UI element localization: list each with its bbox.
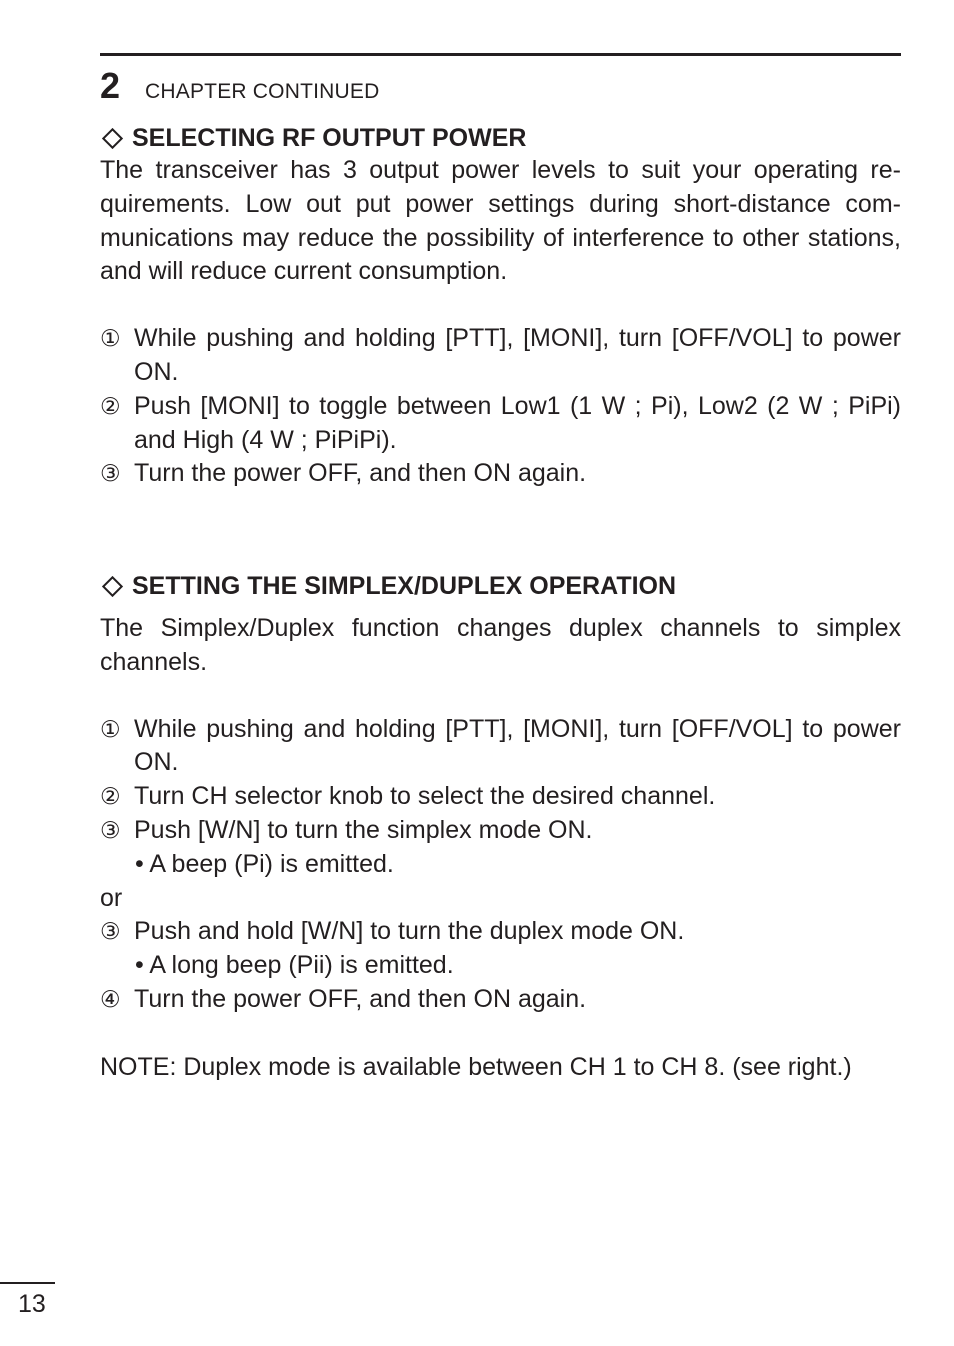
step-text: Turn the power OFF, and then ON again. bbox=[134, 984, 587, 1013]
step-text: Push [W/N] to turn the simplex mode ON. bbox=[134, 815, 593, 844]
page-number: 13 bbox=[18, 1290, 46, 1318]
step-item bbox=[100, 983, 901, 1017]
step-item bbox=[100, 322, 901, 390]
steps-list bbox=[100, 322, 901, 491]
step-item bbox=[100, 915, 901, 949]
step-item bbox=[100, 713, 901, 781]
step-text: Push and hold [W/N] to turn the duplex mode ON. bbox=[134, 917, 685, 946]
step-item bbox=[100, 814, 901, 848]
steps-list bbox=[100, 713, 901, 1017]
section-title-text: SELECTING RF OUTPUT POWER bbox=[132, 124, 527, 152]
bullet-note: • A beep (Pi) is emitted. bbox=[135, 849, 394, 878]
section-rf-output-power bbox=[100, 122, 901, 491]
page-number-rule bbox=[0, 1282, 55, 1284]
section-title-text: SETTING THE SIMPLEX/DUPLEX OPERATION bbox=[132, 572, 677, 600]
step-text: Turn the power OFF, and then ON again. bbox=[134, 459, 587, 488]
step-text: While pushing and holding [PTT], [MONI], turn [OFF/VOL] to power ON. bbox=[134, 324, 901, 386]
chapter-header bbox=[100, 66, 379, 106]
step-number: ② bbox=[100, 783, 121, 810]
section-title bbox=[100, 570, 901, 602]
section-title bbox=[100, 122, 901, 154]
step-text: While pushing and holding [PTT], [MONI], turn [OFF/VOL] to power ON. bbox=[134, 714, 901, 777]
step-text: Turn CH selector knob to select the desired channel. bbox=[134, 782, 716, 811]
section-simplex-duplex bbox=[100, 570, 901, 1085]
step-number: ③ bbox=[100, 460, 121, 487]
chapter-label: CHAPTER CONTINUED bbox=[145, 80, 380, 103]
step-number: ④ bbox=[100, 985, 121, 1012]
bullet-note: • A long beep (Pii) is emitted. bbox=[135, 951, 454, 980]
section-intro: The Simplex/Duplex function changes duplex channels to simplex channels. bbox=[100, 614, 901, 676]
step-number: ① bbox=[100, 715, 121, 742]
diamond-icon bbox=[102, 127, 123, 148]
duplex-note: NOTE: Duplex mode is available between CH 1 to CH 8. (see right.) bbox=[100, 1052, 852, 1081]
step-item bbox=[100, 457, 901, 491]
step-text: Push [MONI] to toggle between Low1 (1 W ; Pi), Low2 (2 W ; PiPi) and High (4 W ; PiPiPi). bbox=[134, 391, 901, 454]
step-number: ① bbox=[100, 325, 121, 352]
section-intro: The transceiver has 3 output power levels to suit your operating re-quirements. Low out put power settings during short-distance com-munications may reduce the possibility of interference to other stations, and will reduce current consumption. bbox=[100, 156, 901, 286]
step-number: ③ bbox=[100, 918, 121, 945]
or-separator: or bbox=[100, 883, 123, 912]
diamond-icon bbox=[102, 575, 123, 596]
step-number: ③ bbox=[100, 816, 121, 843]
chapter-number: 2 bbox=[100, 65, 121, 106]
step-item bbox=[100, 780, 901, 814]
top-rule bbox=[100, 53, 901, 56]
step-item bbox=[100, 390, 901, 458]
step-number: ② bbox=[100, 392, 121, 419]
